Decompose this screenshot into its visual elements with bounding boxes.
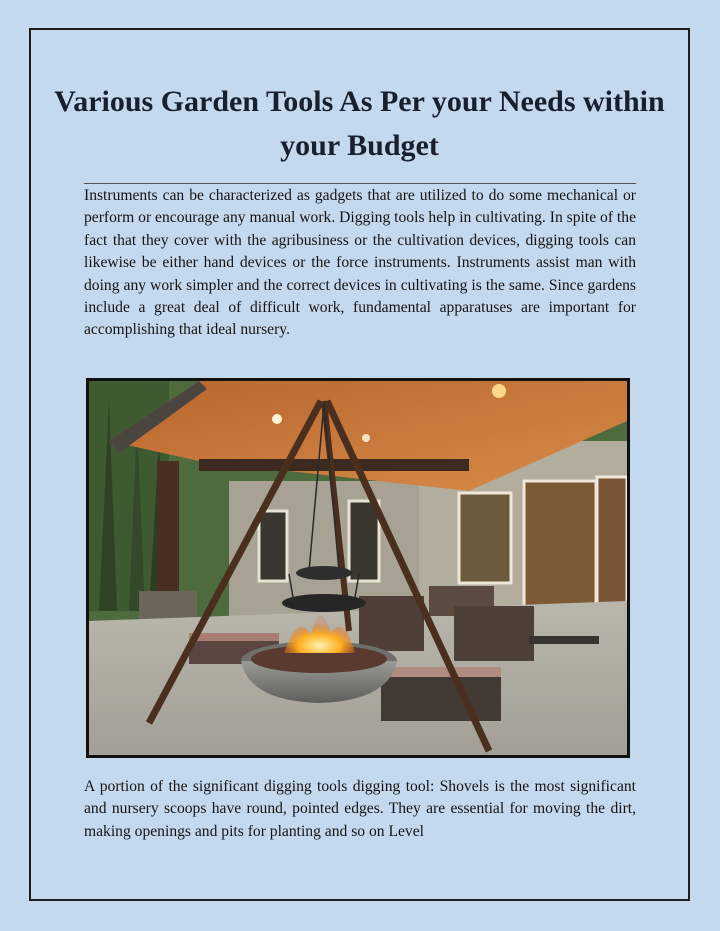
page-title: Various Garden Tools As Per your Needs within your Budget	[54, 85, 665, 162]
title-divider	[84, 183, 636, 184]
patio-fire-pit-photo	[86, 378, 630, 758]
tools-paragraph: A portion of the significant digging tools digging tool: Shovels is the most significant and nursery scoops have round, pointed edges. They are essential for moving the dirt, making openings and pits for planting and so on Level	[84, 778, 636, 840]
intro-paragraph: Instruments can be characterized as gadgets that are utilized to do some mechanical or perform or encourage any manual work. Digging tools help in cultivating. In spite of the fact that they cover with the agribusiness or the cultivation devices, digging tools can likewise be either hand devices or the force instruments. Instruments assist man with doing any work simpler and the correct devices in cultivating is the same. Since gardens include a great deal of difficult work, fundamental apparatuses are important for accomplishing that ideal nursery.	[84, 187, 636, 339]
